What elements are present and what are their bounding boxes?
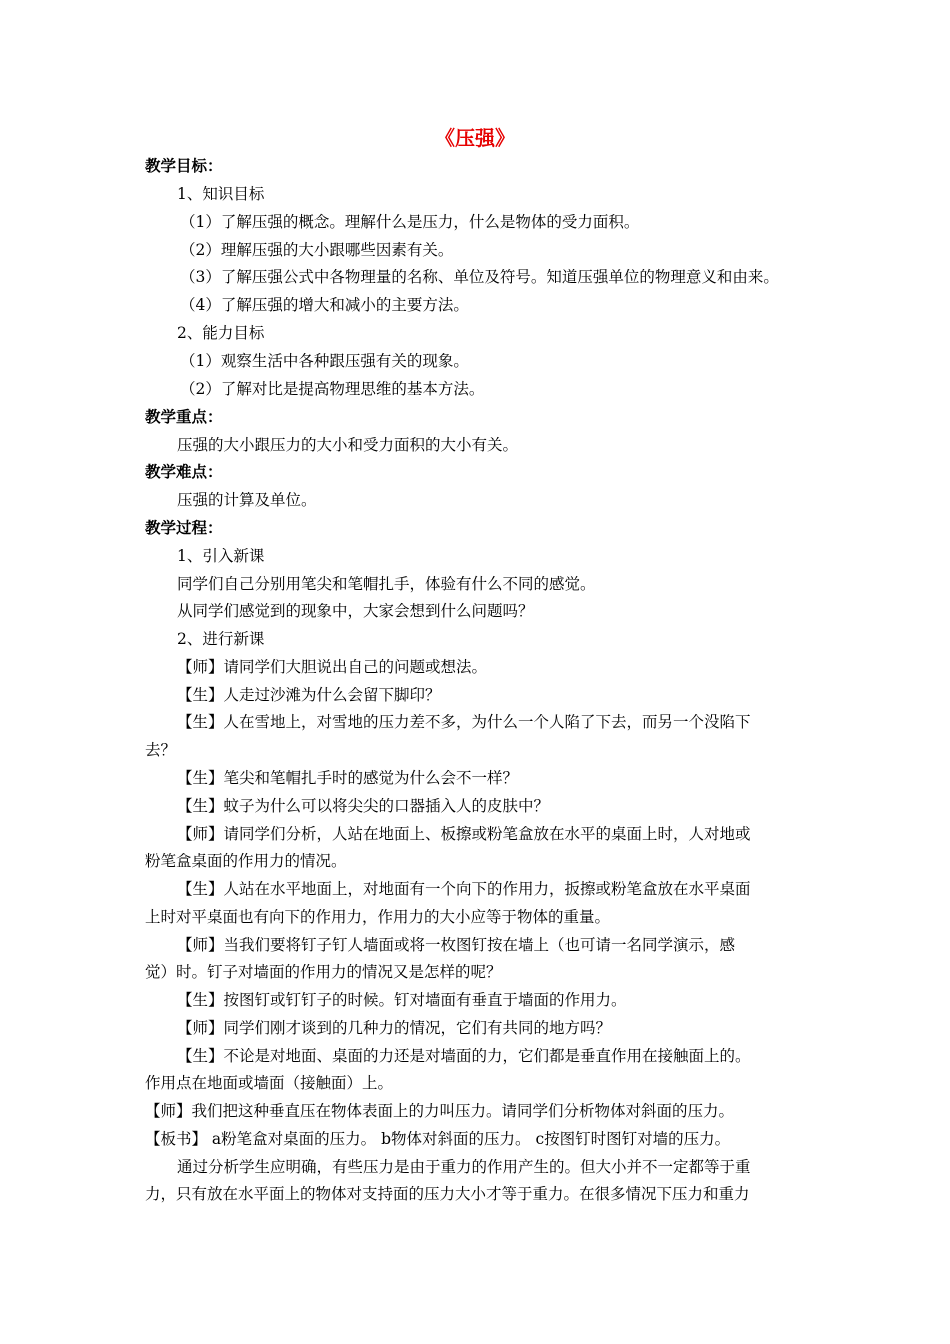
text-line: 【生】人站在水平地面上，对地面有一个向下的作用力，扳擦或粉笔盒放在水平桌面 <box>177 880 751 898</box>
text-line: 【生】蚊子为什么可以将尖尖的口器插入人的皮肤中？ <box>177 797 550 815</box>
text-line: 上时对平桌面也有向下的作用力，作用力的大小应等于物体的重量。 <box>145 908 611 926</box>
document-title: 《压强》 <box>435 126 515 150</box>
text-line: 粉笔盒桌面的作用力的情况。 <box>145 852 347 870</box>
heading-key-points: 教学重点： <box>145 408 223 426</box>
text-line: （1）了解压强的概念。理解什么是压力，什么是物体的受力面积。 <box>180 213 640 231</box>
text-line: 同学们自己分别用笔尖和笔帽扎手，体验有什么不同的感觉。 <box>177 575 596 593</box>
text-line: 【师】请同学们大胆说出自己的问题或想法。 <box>177 658 488 676</box>
text-line: 1、引入新课 <box>177 547 265 565</box>
text-line: 【生】人在雪地上，对雪地的压力差不多，为什么一个人陷了下去，而另一个没陷下 <box>177 713 751 731</box>
text-line: （1）观察生活中各种跟压强有关的现象。 <box>180 352 469 370</box>
text-line: 1、知识目标 <box>177 185 265 203</box>
text-line: 压强的计算及单位。 <box>177 491 317 509</box>
text-line: 压强的大小跟压力的大小和受力面积的大小有关。 <box>177 436 519 454</box>
text-line: 【师】当我们要将钉子钉人墙面或将一枚图钉按在墙上（也可请一名同学演示，感 <box>177 936 736 954</box>
text-line: 【师】同学们刚才谈到的几种力的情况，它们有共同的地方吗？ <box>177 1019 612 1037</box>
heading-process: 教学过程： <box>145 519 223 537</box>
text-line: （3）了解压强公式中各物理量的名称、单位及符号。知道压强单位的物理意义和由来。 <box>180 268 779 286</box>
text-line: 【板书】 a粉笔盒对桌面的压力。 b物体对斜面的压力。 c按图钉时图钉对墙的压力。 <box>145 1130 731 1148</box>
text-line: 去？ <box>145 741 177 759</box>
heading-difficulties: 教学难点： <box>145 463 223 481</box>
text-line: 觉）时。钉子对墙面的作用力的情况又是怎样的呢？ <box>145 963 502 981</box>
text-line: 通过分析学生应明确，有些压力是由于重力的作用产生的。但大小并不一定都等于重 <box>177 1158 751 1176</box>
text-line: 【师】请同学们分析，人站在地面上、板擦或粉笔盒放在水平的桌面上时，人对地或 <box>177 825 751 843</box>
heading-teaching-objectives: 教学目标： <box>145 157 223 175</box>
text-line: 作用点在地面或墙面（接触面）上。 <box>145 1074 394 1092</box>
text-line: 从同学们感觉到的现象中，大家会想到什么问题吗？ <box>177 602 534 620</box>
text-line: 【师】我们把这种垂直压在物体表面上的力叫压力。请同学们分析物体对斜面的压力。 <box>145 1102 735 1120</box>
text-line: 【生】按图钉或钉钉子的时候。钉对墙面有垂直于墙面的作用力。 <box>177 991 627 1009</box>
text-line: 【生】人走过沙滩为什么会留下脚印？ <box>177 686 441 704</box>
text-line: 2、能力目标 <box>177 324 265 342</box>
text-line: （2）了解对比是提高物理思维的基本方法。 <box>180 380 485 398</box>
text-line: （4）了解压强的增大和减小的主要方法。 <box>180 296 469 314</box>
text-line: 【生】不论是对地面、桌面的力还是对墙面的力，它们都是垂直作用在接触面上的。 <box>177 1047 751 1065</box>
text-line: （2）理解压强的大小跟哪些因素有关。 <box>180 241 454 259</box>
text-line: 2、进行新课 <box>177 630 265 648</box>
text-line: 力，只有放在水平面上的物体对支持面的压力大小才等于重力。在很多情况下压力和重力 <box>145 1185 750 1203</box>
text-line: 【生】笔尖和笔帽扎手时的感觉为什么会不一样？ <box>177 769 519 787</box>
